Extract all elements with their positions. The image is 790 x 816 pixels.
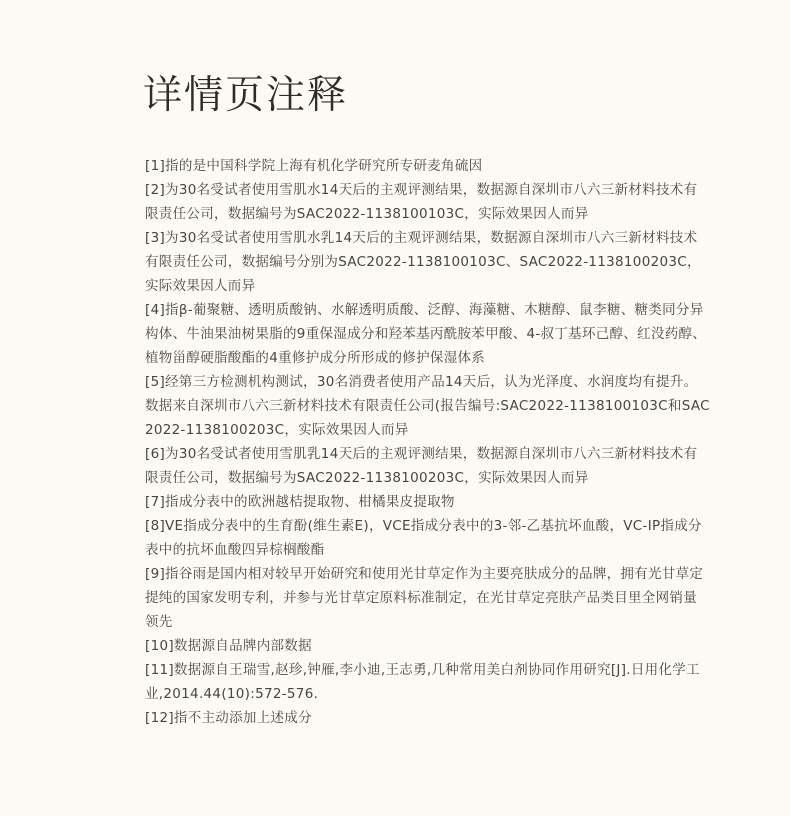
note-item-7: [7]指成分表中的欧洲越桔提取物、柑橘果皮提取物 (145, 494, 455, 510)
note-item-3: [3]为30名受试者使用雪肌水乳14天后的主观评测结果，数据源自深圳市八六三新材料技术有限责任公司，数据编号分别为SAC2022-1138100103C、SAC2022-1138100203C，实际效果因人而异 (145, 230, 701, 294)
note-item-10: [10]数据源自品牌内部数据 (145, 638, 312, 654)
note-item-4: [4]指β-葡聚糖、透明质酸钠、水解透明质酸、泛醇、海藻糖、木糖醇、鼠李糖、糖类同分异构体、牛油果油树果脂的9重保湿成分和羟苯基丙酰胺苯甲酸、4-叔丁基环己醇、红没药醇、植物甾醇硬脂酸酯的4重修护成分所形成的修护保湿体系 (145, 302, 707, 366)
page-title: 详情页注释 (143, 73, 349, 118)
note-item-8: [8]VE指成分表中的生育酚(维生素E)，VCE指成分表中的3-邻-乙基抗坏血酸，VC-IP指成分表中的抗坏血酸四异棕榈酸酯 (145, 518, 702, 558)
note-item-6: [6]为30名受试者使用雪肌乳14天后的主观评测结果，数据源自深圳市八六三新材料技术有限责任公司，数据编号为SAC2022-1138100203C，实际效果因人而异 (145, 446, 698, 486)
note-item-5: [5]经第三方检测机构测试，30名消费者使用产品14天后，认为光泽度、水润度均有提升。数据来自深圳市八六三新材料技术有限责任公司(报告编号:SAC2022-1138100103C和SAC2022-1138100203C，实际效果因人而异 (145, 374, 710, 438)
note-item-2: [2]为30名受试者使用雪肌水14天后的主观评测结果，数据源自深圳市八六三新材料技术有限责任公司，数据编号为SAC2022-1138100103C，实际效果因人而异 (145, 182, 698, 222)
note-item-1: [1]指的是中国科学院上海有机化学研究所专研麦角硫因 (145, 158, 483, 174)
notes-list (145, 154, 710, 730)
note-item-12: [12]指不主动添加上述成分 (145, 710, 312, 726)
note-item-9: [9]指谷雨是国内相对较早开始研究和使用光甘草定作为主要亮肤成分的品牌，拥有光甘草定提纯的国家发明专利，并参与光甘草定原料标准制定，在光甘草定亮肤产品类目里全网销量领先 (145, 566, 704, 630)
note-item-11: [11]数据源自王瑞雪,赵珍,钟雁,李小迪,王志勇,几种常用美白剂协同作用研究[J].日用化学工业,2014.44(10):572-576. (145, 662, 700, 702)
